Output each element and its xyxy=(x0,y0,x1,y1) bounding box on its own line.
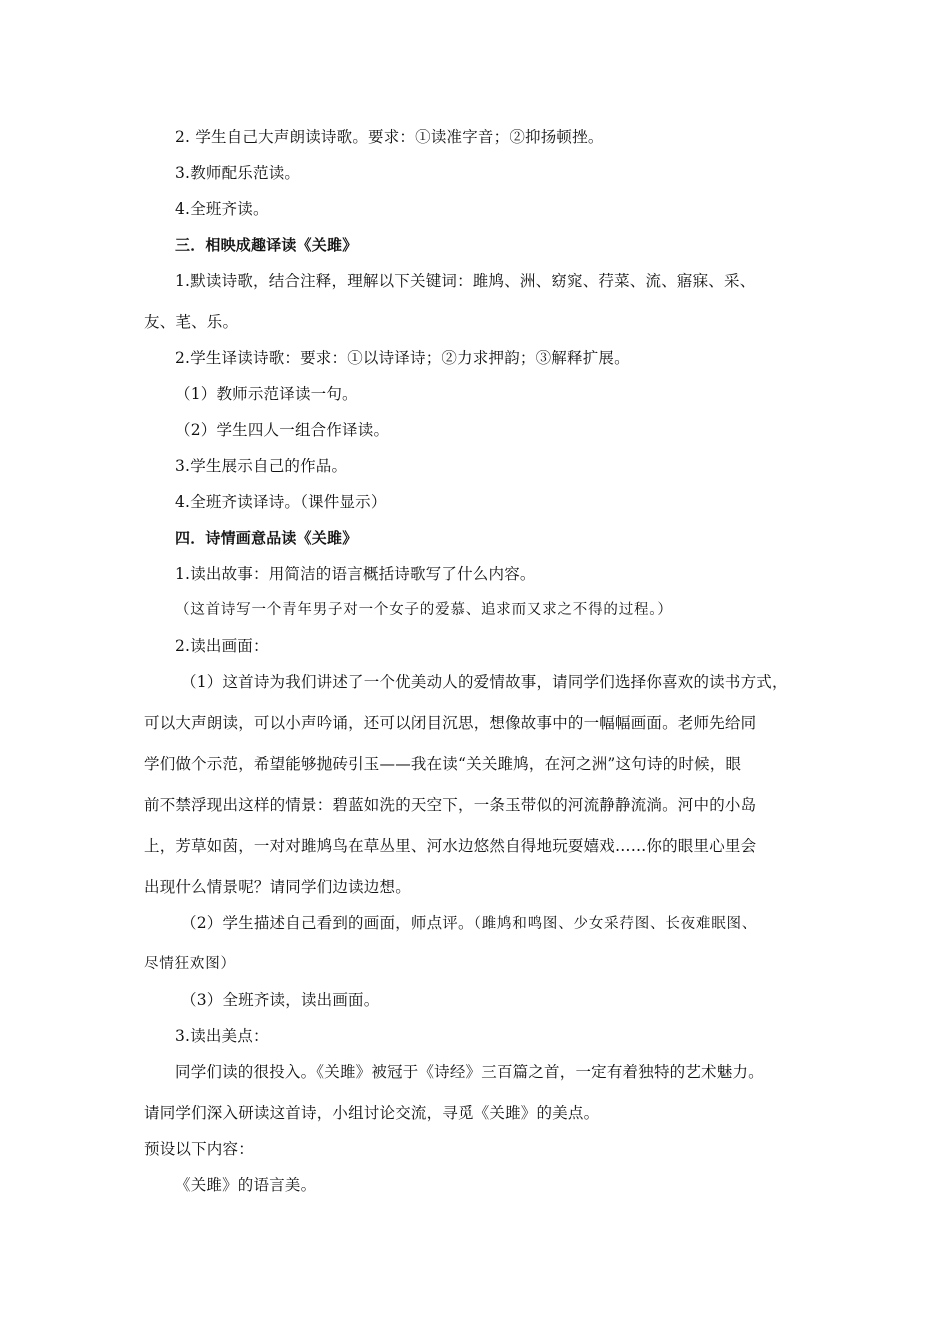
paragraph-line-6: 出现什么情景呢？请同学们边读边想。 xyxy=(144,878,411,896)
substep-2-describe-text: （2）学生描述自己看到的画面，师点评。 xyxy=(181,914,474,932)
step-3-show-work: 3.学生展示自己的作品。 xyxy=(175,457,348,475)
step-2-translate: 2.学生译读诗歌：要求：①以诗译诗；②力求押韵；③解释扩展。 xyxy=(175,349,630,367)
section-3-heading: 三．相映成趣译读《关雎》 xyxy=(175,236,358,254)
paragraph-line-5: 上，芳草如茵，一对对雎鸠鸟在草丛里、河水边悠然自得地玩耍嬉戏……你的眼里心里会 xyxy=(144,837,757,855)
step-2-read-aloud: 2. 学生自己大声朗读诗歌。要求：①读准字音；②抑扬顿挫。 xyxy=(175,128,604,146)
paragraph-line-2: 可以大声朗读，可以小声吟诵，还可以闭目沉思，想像故事中的一幅幅画面。老师先给同 xyxy=(144,714,757,732)
substep-3-class-reading: （3）全班齐读，读出画面。 xyxy=(181,991,380,1009)
picture-list: （雎鸠和鸣图、少女采荇图、长夜难眠图、 xyxy=(473,916,758,932)
beauty-paragraph-line-1: 同学们读的很投入。《关雎》被冠于《诗经》三百篇之首，一定有着独特的艺术魅力。 xyxy=(175,1063,764,1081)
picture-list-cont: 尽情狂欢图） xyxy=(144,956,236,972)
step-4-class-translation: 4.全班齐读译诗。（课件显示） xyxy=(175,493,387,511)
paragraph-line-1: （1）这首诗为我们讲述了一个优美动人的爱情故事，请同学们选择你喜欢的读书方式， xyxy=(181,673,788,691)
step-4-class-reading: 4.全班齐读。 xyxy=(175,200,269,218)
step-1-silent-reading: 1.默读诗歌，结合注释，理解以下关键词：雎鸠、洲、窈窕、荇菜、流、寤寐、采、 xyxy=(175,272,756,290)
substep-2-describe xyxy=(181,913,851,934)
preset-content-label: 预设以下内容： xyxy=(144,1140,254,1158)
step-1-silent-reading-cont: 友、芼、乐。 xyxy=(144,313,239,331)
step-3-teacher-reading: 3.教师配乐范读。 xyxy=(175,164,301,182)
step-3-read-beauty: 3.读出美点： xyxy=(175,1027,269,1045)
substep-2-group-work: （2）学生四人一组合作译读。 xyxy=(175,421,390,439)
paragraph-line-4: 前不禁浮现出这样的情景：碧蓝如洗的天空下，一条玉带似的河流静静流淌。河中的小岛 xyxy=(144,796,757,814)
step-1-read-story: 1.读出故事：用简洁的语言概括诗歌写了什么内容。 xyxy=(175,565,536,583)
substep-1-teacher-demo: （1）教师示范译读一句。 xyxy=(175,385,358,403)
paragraph-line-3: 学们做个示范，希望能够抛砖引玉——我在读“关关雎鸠，在河之洲”这句诗的时候，眼 xyxy=(144,755,742,773)
step-2-read-picture: 2.读出画面： xyxy=(175,637,269,655)
story-answer: （这首诗写一个青年男子对一个女子的爱慕、追求而又求之不得的过程。） xyxy=(175,602,673,618)
beauty-paragraph-line-2: 请同学们深入研读这首诗，小组讨论交流，寻觅《关雎》的美点。 xyxy=(144,1104,600,1122)
language-beauty: 《关雎》的语言美。 xyxy=(175,1176,317,1194)
section-4-heading: 四．诗情画意品读《关雎》 xyxy=(175,529,358,547)
